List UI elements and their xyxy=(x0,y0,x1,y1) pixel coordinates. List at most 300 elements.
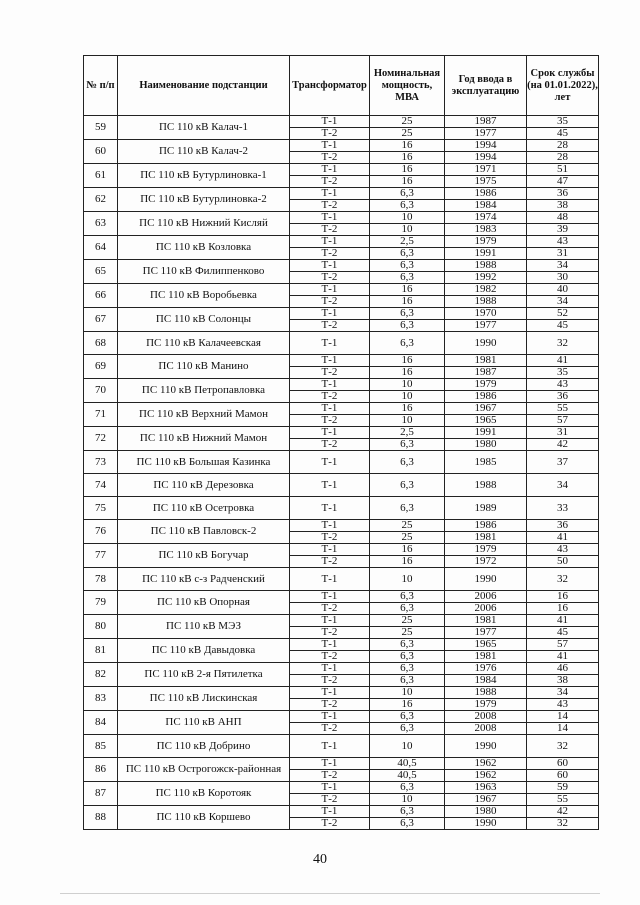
service-life-cell: 36 xyxy=(527,188,599,200)
service-life-cell: 55 xyxy=(527,794,599,806)
substation-name: ПС 110 кВ Петропавловка xyxy=(118,379,290,403)
page-number: 40 xyxy=(313,852,327,867)
rated-power-cell: 16 xyxy=(370,176,445,188)
service-life-cell: 31 xyxy=(527,427,599,439)
service-life-cell: 34 xyxy=(527,474,599,497)
service-life-cell: 33 xyxy=(527,497,599,520)
transformer-cell: Т-2 xyxy=(290,296,370,308)
transformer-cell: Т-1 xyxy=(290,591,370,603)
row-number: 73 xyxy=(84,451,118,474)
row-number: 76 xyxy=(84,520,118,544)
transformer-cell: Т-2 xyxy=(290,128,370,140)
service-life-cell: 41 xyxy=(527,532,599,544)
transformer-cell: Т-1 xyxy=(290,212,370,224)
substation-name: ПС 110 кВ Нижний Кисляй xyxy=(118,212,290,236)
transformer-cell: Т-1 xyxy=(290,806,370,818)
header-rated-power: Номинальная мощность, МВА xyxy=(370,56,445,116)
rated-power-cell: 16 xyxy=(370,140,445,152)
commissioning-year-cell: 1987 xyxy=(445,116,527,128)
table-row xyxy=(84,497,599,520)
rated-power-cell: 6,3 xyxy=(370,332,445,355)
rated-power-cell: 2,5 xyxy=(370,236,445,248)
table-row xyxy=(84,568,599,591)
transformer-cell: Т-1 xyxy=(290,355,370,367)
substation-name: ПС 110 кВ Осетровка xyxy=(118,497,290,520)
row-number: 68 xyxy=(84,332,118,355)
service-life-cell: 35 xyxy=(527,116,599,128)
commissioning-year-cell: 1994 xyxy=(445,152,527,164)
rated-power-cell: 10 xyxy=(370,224,445,236)
transformer-cell: Т-1 xyxy=(290,711,370,723)
rated-power-cell: 6,3 xyxy=(370,248,445,260)
rated-power-cell: 16 xyxy=(370,544,445,556)
commissioning-year-cell: 1981 xyxy=(445,615,527,627)
commissioning-year-cell: 1980 xyxy=(445,439,527,451)
row-number: 59 xyxy=(84,116,118,140)
table-row xyxy=(84,212,599,224)
transformer-cell: Т-1 xyxy=(290,758,370,770)
commissioning-year-cell: 2006 xyxy=(445,603,527,615)
commissioning-year-cell: 1971 xyxy=(445,164,527,176)
table-row xyxy=(84,735,599,758)
table-row xyxy=(84,140,599,152)
rated-power-cell: 16 xyxy=(370,556,445,568)
commissioning-year-cell: 1990 xyxy=(445,568,527,591)
transformer-cell: Т-1 xyxy=(290,403,370,415)
transformer-cell: Т-2 xyxy=(290,248,370,260)
transformer-cell: Т-1 xyxy=(290,188,370,200)
substation-name: ПС 110 кВ Павловск-2 xyxy=(118,520,290,544)
service-life-cell: 60 xyxy=(527,770,599,782)
transformer-cell: Т-1 xyxy=(290,735,370,758)
rated-power-cell: 6,3 xyxy=(370,320,445,332)
service-life-cell: 45 xyxy=(527,320,599,332)
rated-power-cell: 40,5 xyxy=(370,770,445,782)
row-number: 70 xyxy=(84,379,118,403)
rated-power-cell: 40,5 xyxy=(370,758,445,770)
transformer-cell: Т-1 xyxy=(290,663,370,675)
rated-power-cell: 6,3 xyxy=(370,818,445,830)
service-life-cell: 32 xyxy=(527,568,599,591)
rated-power-cell: 25 xyxy=(370,532,445,544)
service-life-cell: 36 xyxy=(527,391,599,403)
table-row xyxy=(84,332,599,355)
service-life-cell: 14 xyxy=(527,711,599,723)
rated-power-cell: 16 xyxy=(370,152,445,164)
rated-power-cell: 10 xyxy=(370,568,445,591)
row-number: 72 xyxy=(84,427,118,451)
commissioning-year-cell: 1988 xyxy=(445,260,527,272)
substation-name: ПС 110 кВ Коротояк xyxy=(118,782,290,806)
substation-name: ПС 110 кВ 2-я Пятилетка xyxy=(118,663,290,687)
rated-power-cell: 16 xyxy=(370,403,445,415)
substation-name: ПС 110 кВ Дерезовка xyxy=(118,474,290,497)
transformer-cell: Т-1 xyxy=(290,568,370,591)
transformer-cell: Т-1 xyxy=(290,140,370,152)
row-number: 84 xyxy=(84,711,118,735)
table-row xyxy=(84,427,599,439)
commissioning-year-cell: 1962 xyxy=(445,770,527,782)
rated-power-cell: 10 xyxy=(370,687,445,699)
substation-name: ПС 110 кВ Лискинская xyxy=(118,687,290,711)
commissioning-year-cell: 1981 xyxy=(445,651,527,663)
service-life-cell: 43 xyxy=(527,699,599,711)
transformer-cell: Т-2 xyxy=(290,651,370,663)
commissioning-year-cell: 1981 xyxy=(445,532,527,544)
rated-power-cell: 6,3 xyxy=(370,439,445,451)
service-life-cell: 34 xyxy=(527,687,599,699)
transformer-cell: Т-1 xyxy=(290,639,370,651)
service-life-cell: 46 xyxy=(527,663,599,675)
header-transformer: Трансформатор xyxy=(290,56,370,116)
commissioning-year-cell: 1986 xyxy=(445,391,527,403)
commissioning-year-cell: 2008 xyxy=(445,711,527,723)
table-row xyxy=(84,236,599,248)
transformer-cell: Т-2 xyxy=(290,200,370,212)
commissioning-year-cell: 1962 xyxy=(445,758,527,770)
transformer-cell: Т-2 xyxy=(290,439,370,451)
rated-power-cell: 6,3 xyxy=(370,651,445,663)
rated-power-cell: 6,3 xyxy=(370,782,445,794)
service-life-cell: 42 xyxy=(527,806,599,818)
rated-power-cell: 10 xyxy=(370,212,445,224)
commissioning-year-cell: 1983 xyxy=(445,224,527,236)
service-life-cell: 34 xyxy=(527,296,599,308)
service-life-cell: 55 xyxy=(527,403,599,415)
header-service-life: Срок службы (на 01.01.2022), лет xyxy=(527,56,599,116)
row-number: 74 xyxy=(84,474,118,497)
rated-power-cell: 6,3 xyxy=(370,260,445,272)
service-life-cell: 48 xyxy=(527,212,599,224)
row-number: 86 xyxy=(84,758,118,782)
substation-name: ПС 110 кВ Добрино xyxy=(118,735,290,758)
transformer-cell: Т-1 xyxy=(290,164,370,176)
transformer-cell: Т-1 xyxy=(290,451,370,474)
rated-power-cell: 6,3 xyxy=(370,200,445,212)
commissioning-year-cell: 1965 xyxy=(445,415,527,427)
substation-name: ПС 110 кВ Коршево xyxy=(118,806,290,830)
substation-name: ПС 110 кВ Богучар xyxy=(118,544,290,568)
transformer-cell: Т-1 xyxy=(290,497,370,520)
commissioning-year-cell: 1986 xyxy=(445,188,527,200)
rated-power-cell: 6,3 xyxy=(370,308,445,320)
commissioning-year-cell: 1988 xyxy=(445,296,527,308)
row-number: 66 xyxy=(84,284,118,308)
service-life-cell: 51 xyxy=(527,164,599,176)
service-life-cell: 43 xyxy=(527,379,599,391)
commissioning-year-cell: 1965 xyxy=(445,639,527,651)
row-number: 75 xyxy=(84,497,118,520)
commissioning-year-cell: 1977 xyxy=(445,627,527,639)
row-number: 71 xyxy=(84,403,118,427)
table-row xyxy=(84,403,599,415)
row-number: 62 xyxy=(84,188,118,212)
service-life-cell: 16 xyxy=(527,603,599,615)
substation-name: ПС 110 кВ Воробьевка xyxy=(118,284,290,308)
service-life-cell: 47 xyxy=(527,176,599,188)
service-life-cell: 31 xyxy=(527,248,599,260)
service-life-cell: 43 xyxy=(527,236,599,248)
substation-name: ПС 110 кВ Манино xyxy=(118,355,290,379)
service-life-cell: 36 xyxy=(527,520,599,532)
service-life-cell: 16 xyxy=(527,591,599,603)
commissioning-year-cell: 1974 xyxy=(445,212,527,224)
row-number: 60 xyxy=(84,140,118,164)
table-row xyxy=(84,379,599,391)
commissioning-year-cell: 1972 xyxy=(445,556,527,568)
service-life-cell: 41 xyxy=(527,615,599,627)
table-row xyxy=(84,188,599,200)
row-number: 87 xyxy=(84,782,118,806)
table-row xyxy=(84,663,599,675)
substation-name: ПС 110 кВ Бутурлиновка-2 xyxy=(118,188,290,212)
table-row xyxy=(84,758,599,770)
row-number: 67 xyxy=(84,308,118,332)
transformer-cell: Т-2 xyxy=(290,272,370,284)
rated-power-cell: 25 xyxy=(370,627,445,639)
commissioning-year-cell: 1988 xyxy=(445,687,527,699)
substation-name: ПС 110 кВ Солонцы xyxy=(118,308,290,332)
transformer-cell: Т-1 xyxy=(290,544,370,556)
row-number: 63 xyxy=(84,212,118,236)
commissioning-year-cell: 2008 xyxy=(445,723,527,735)
rated-power-cell: 6,3 xyxy=(370,188,445,200)
row-number: 77 xyxy=(84,544,118,568)
table-row xyxy=(84,520,599,532)
commissioning-year-cell: 1982 xyxy=(445,284,527,296)
substation-name: ПС 110 кВ Давыдовка xyxy=(118,639,290,663)
service-life-cell: 59 xyxy=(527,782,599,794)
table-row xyxy=(84,116,599,128)
transformer-cell: Т-2 xyxy=(290,415,370,427)
row-number: 78 xyxy=(84,568,118,591)
table-row xyxy=(84,711,599,723)
transformer-cell: Т-2 xyxy=(290,532,370,544)
transformer-cell: Т-2 xyxy=(290,391,370,403)
rated-power-cell: 6,3 xyxy=(370,675,445,687)
substation-name: ПС 110 кВ Верхний Мамон xyxy=(118,403,290,427)
service-life-cell: 32 xyxy=(527,332,599,355)
row-number: 61 xyxy=(84,164,118,188)
substation-name: ПС 110 кВ Калач-2 xyxy=(118,140,290,164)
table-body xyxy=(84,116,599,830)
commissioning-year-cell: 1986 xyxy=(445,520,527,532)
commissioning-year-cell: 1979 xyxy=(445,236,527,248)
service-life-cell: 52 xyxy=(527,308,599,320)
substation-name: ПС 110 кВ Калач-1 xyxy=(118,116,290,140)
header-num: № п/п xyxy=(84,56,118,116)
transformer-cell: Т-2 xyxy=(290,818,370,830)
transformer-cell: Т-2 xyxy=(290,224,370,236)
substation-name: ПС 110 кВ Калачеевская xyxy=(118,332,290,355)
service-life-cell: 41 xyxy=(527,355,599,367)
service-life-cell: 45 xyxy=(527,627,599,639)
footer-divider xyxy=(60,893,600,894)
rated-power-cell: 25 xyxy=(370,128,445,140)
transformer-cell: Т-1 xyxy=(290,474,370,497)
commissioning-year-cell: 1979 xyxy=(445,379,527,391)
rated-power-cell: 10 xyxy=(370,379,445,391)
table-row xyxy=(84,451,599,474)
transformer-cell: Т-1 xyxy=(290,615,370,627)
row-number: 85 xyxy=(84,735,118,758)
rated-power-cell: 25 xyxy=(370,615,445,627)
transformer-cell: Т-2 xyxy=(290,699,370,711)
table-row xyxy=(84,782,599,794)
transformer-cell: Т-1 xyxy=(290,687,370,699)
header-substation-name: Наименование подстанции xyxy=(118,56,290,116)
substation-name: ПС 110 кВ МЭЗ xyxy=(118,615,290,639)
transformer-cell: Т-2 xyxy=(290,367,370,379)
table-row xyxy=(84,687,599,699)
service-life-cell: 43 xyxy=(527,544,599,556)
row-number: 64 xyxy=(84,236,118,260)
rated-power-cell: 25 xyxy=(370,520,445,532)
transformer-cell: Т-2 xyxy=(290,176,370,188)
row-number: 65 xyxy=(84,260,118,284)
commissioning-year-cell: 1981 xyxy=(445,355,527,367)
substation-name: ПС 110 кВ Опорная xyxy=(118,591,290,615)
service-life-cell: 35 xyxy=(527,367,599,379)
service-life-cell: 34 xyxy=(527,260,599,272)
table-row xyxy=(84,355,599,367)
transformer-cell: Т-2 xyxy=(290,152,370,164)
service-life-cell: 28 xyxy=(527,140,599,152)
commissioning-year-cell: 1990 xyxy=(445,735,527,758)
rated-power-cell: 16 xyxy=(370,699,445,711)
commissioning-year-cell: 1984 xyxy=(445,200,527,212)
transformer-cell: Т-1 xyxy=(290,236,370,248)
rated-power-cell: 2,5 xyxy=(370,427,445,439)
table-row xyxy=(84,639,599,651)
transformer-cell: Т-1 xyxy=(290,116,370,128)
row-number: 88 xyxy=(84,806,118,830)
table-row xyxy=(84,308,599,320)
transformer-cell: Т-2 xyxy=(290,320,370,332)
commissioning-year-cell: 1976 xyxy=(445,663,527,675)
transformer-cell: Т-1 xyxy=(290,427,370,439)
service-life-cell: 32 xyxy=(527,735,599,758)
commissioning-year-cell: 1990 xyxy=(445,818,527,830)
commissioning-year-cell: 1987 xyxy=(445,367,527,379)
table-row xyxy=(84,164,599,176)
row-number: 80 xyxy=(84,615,118,639)
transformer-cell: Т-1 xyxy=(290,520,370,532)
service-life-cell: 42 xyxy=(527,439,599,451)
rated-power-cell: 10 xyxy=(370,735,445,758)
table-row xyxy=(84,474,599,497)
commissioning-year-cell: 1980 xyxy=(445,806,527,818)
transformer-cell: Т-1 xyxy=(290,379,370,391)
transformer-cell: Т-2 xyxy=(290,556,370,568)
rated-power-cell: 16 xyxy=(370,284,445,296)
service-life-cell: 57 xyxy=(527,639,599,651)
table-row xyxy=(84,591,599,603)
transformer-cell: Т-2 xyxy=(290,603,370,615)
table-row xyxy=(84,284,599,296)
commissioning-year-cell: 1991 xyxy=(445,248,527,260)
rated-power-cell: 6,3 xyxy=(370,497,445,520)
rated-power-cell: 6,3 xyxy=(370,711,445,723)
row-number: 69 xyxy=(84,355,118,379)
rated-power-cell: 6,3 xyxy=(370,663,445,675)
commissioning-year-cell: 1984 xyxy=(445,675,527,687)
commissioning-year-cell: 1977 xyxy=(445,128,527,140)
service-life-cell: 37 xyxy=(527,451,599,474)
rated-power-cell: 10 xyxy=(370,391,445,403)
rated-power-cell: 6,3 xyxy=(370,474,445,497)
rated-power-cell: 6,3 xyxy=(370,639,445,651)
transformer-cell: Т-1 xyxy=(290,260,370,272)
service-life-cell: 38 xyxy=(527,200,599,212)
service-life-cell: 60 xyxy=(527,758,599,770)
substation-transformer-table xyxy=(83,55,599,830)
substation-name: ПС 110 кВ Большая Казинка xyxy=(118,451,290,474)
rated-power-cell: 25 xyxy=(370,116,445,128)
row-number: 79 xyxy=(84,591,118,615)
substation-name: ПС 110 кВ с-з Радченский xyxy=(118,568,290,591)
service-life-cell: 45 xyxy=(527,128,599,140)
table-row xyxy=(84,615,599,627)
service-life-cell: 32 xyxy=(527,818,599,830)
rated-power-cell: 10 xyxy=(370,415,445,427)
transformer-cell: Т-2 xyxy=(290,770,370,782)
commissioning-year-cell: 1989 xyxy=(445,497,527,520)
commissioning-year-cell: 1985 xyxy=(445,451,527,474)
service-life-cell: 40 xyxy=(527,284,599,296)
commissioning-year-cell: 1970 xyxy=(445,308,527,320)
service-life-cell: 30 xyxy=(527,272,599,284)
commissioning-year-cell: 1977 xyxy=(445,320,527,332)
rated-power-cell: 10 xyxy=(370,794,445,806)
rated-power-cell: 6,3 xyxy=(370,451,445,474)
rated-power-cell: 6,3 xyxy=(370,272,445,284)
table-row xyxy=(84,544,599,556)
service-life-cell: 28 xyxy=(527,152,599,164)
commissioning-year-cell: 1992 xyxy=(445,272,527,284)
commissioning-year-cell: 1988 xyxy=(445,474,527,497)
table-row xyxy=(84,260,599,272)
transformer-cell: Т-2 xyxy=(290,723,370,735)
service-life-cell: 57 xyxy=(527,415,599,427)
transformer-cell: Т-2 xyxy=(290,675,370,687)
row-number: 81 xyxy=(84,639,118,663)
commissioning-year-cell: 1994 xyxy=(445,140,527,152)
commissioning-year-cell: 1967 xyxy=(445,403,527,415)
row-number: 82 xyxy=(84,663,118,687)
service-life-cell: 14 xyxy=(527,723,599,735)
commissioning-year-cell: 1967 xyxy=(445,794,527,806)
service-life-cell: 41 xyxy=(527,651,599,663)
substation-name: ПС 110 кВ Нижний Мамон xyxy=(118,427,290,451)
substation-name: ПС 110 кВ АНП xyxy=(118,711,290,735)
commissioning-year-cell: 1963 xyxy=(445,782,527,794)
rated-power-cell: 16 xyxy=(370,367,445,379)
commissioning-year-cell: 1990 xyxy=(445,332,527,355)
row-number: 83 xyxy=(84,687,118,711)
transformer-cell: Т-2 xyxy=(290,794,370,806)
header-commissioning-year: Год ввода в эксплуатацию xyxy=(445,56,527,116)
rated-power-cell: 6,3 xyxy=(370,591,445,603)
commissioning-year-cell: 1991 xyxy=(445,427,527,439)
transformer-cell: Т-1 xyxy=(290,284,370,296)
table-header-row xyxy=(84,56,599,116)
substation-name: ПС 110 кВ Филиппенково xyxy=(118,260,290,284)
transformer-cell: Т-1 xyxy=(290,782,370,794)
rated-power-cell: 16 xyxy=(370,296,445,308)
rated-power-cell: 16 xyxy=(370,164,445,176)
service-life-cell: 39 xyxy=(527,224,599,236)
